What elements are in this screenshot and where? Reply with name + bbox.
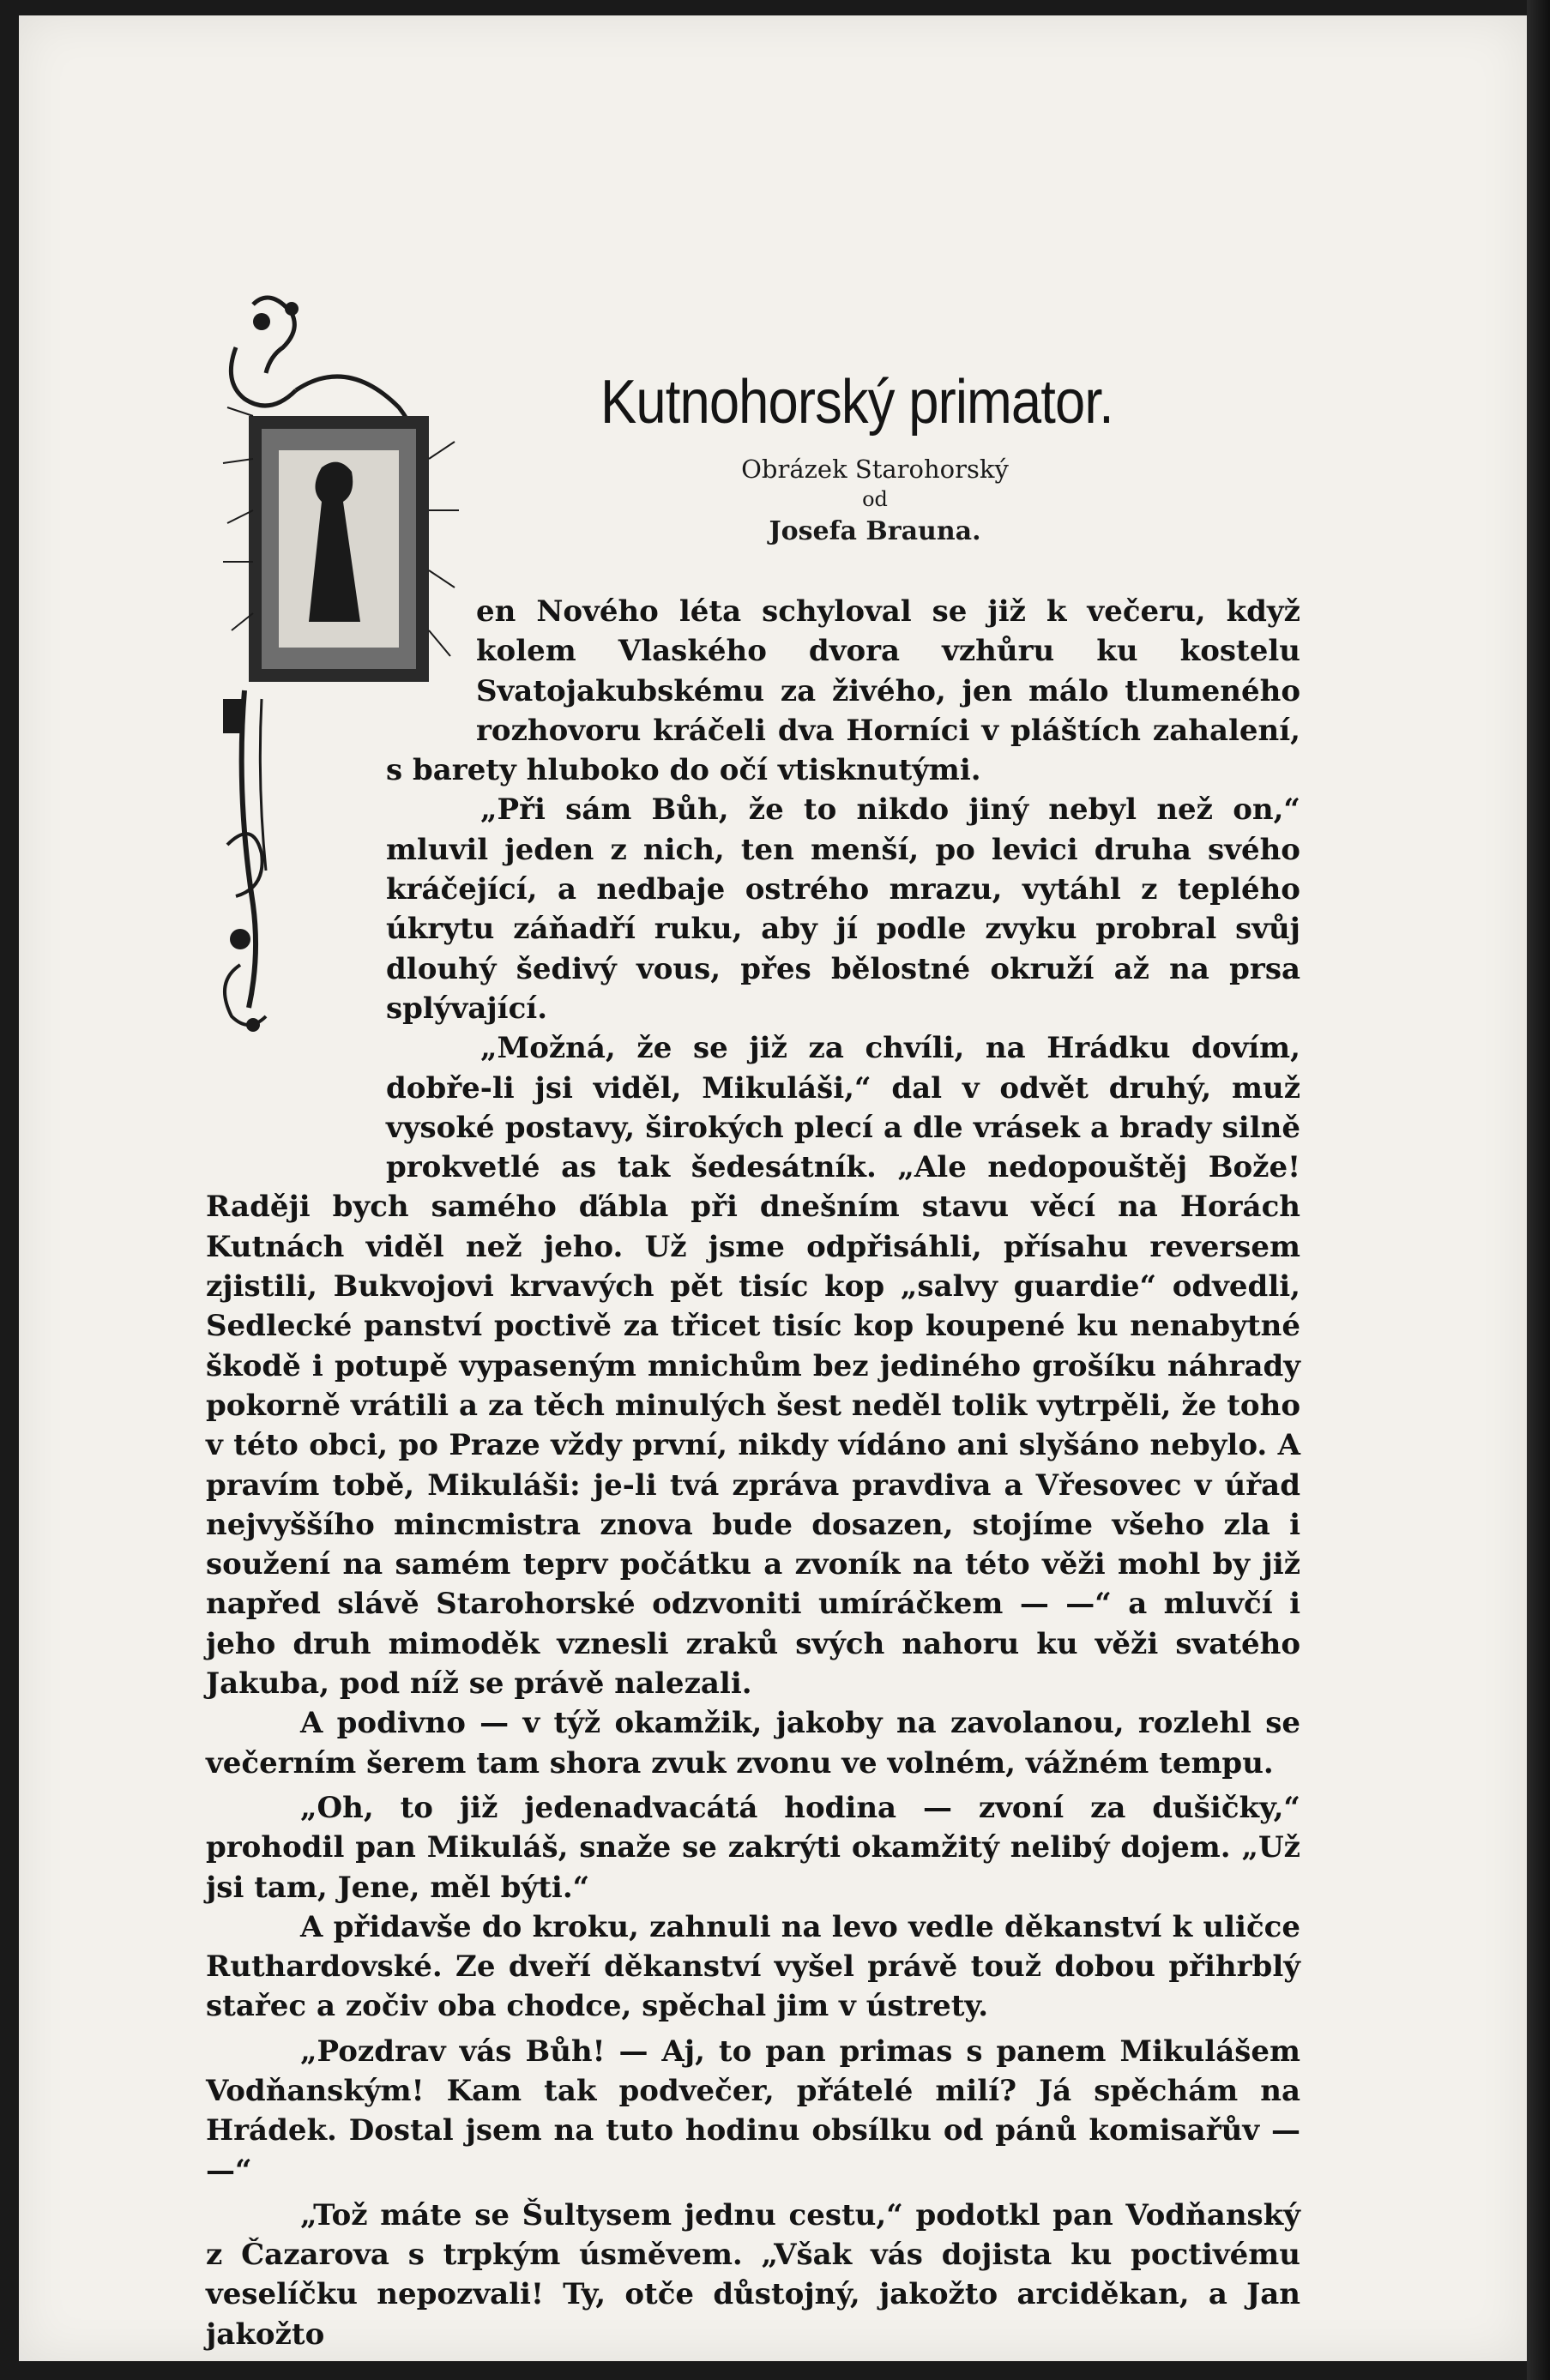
- paragraph-7: „Pozdrav vás Bůh! — Aj, to pan primas s panem Mikulášem Vodňanským! Kam tak podvečer, přátelé milí? Já spěchám na Hrádek. Dostal jsem na tuto hodinu obsílku od pánů komisařův — —“: [206, 2034, 1300, 2188]
- initial-tail-spacer: [206, 750, 386, 1179]
- page-edge: [1527, 0, 1550, 2380]
- paragraph-5: „Oh, to již jedenadvacátá hodina — zvoní za dušičky,“ prohodil pan Mikuláš, snaže se zakrýti okamžitý nelibý dojem. „Už jsi tam, Jene, měl býti.“: [206, 1790, 1300, 1905]
- paragraph-2: „Při sám Bůh, že to nikdo jiný nebyl než on,“ mluvil jeden z nich, ten menší, po levici druha svého kráčející, a nedbaje ostrého mrazu, vytáhl z teplého úkrytu záňadří ruku, aby jí podle zvyku probral svůj dlouhý šedivý vous, přes bělostné okruží až na prsa splývající.: [386, 792, 1300, 1026]
- article-body: [206, 592, 1300, 2354]
- initial-spacer: [206, 592, 476, 750]
- article-title: Kutnohorský primator.: [600, 368, 1113, 437]
- byline-prefix: od: [862, 487, 888, 511]
- paragraph-1: en Nového léta schyloval se již k večeru, když kolem Vlaského dvora vzhůru ku kostelu Svatojakubskému za živého, jen málo tlumeného rozhovoru kráčeli dva Horníci v pláštích zahalení, s barety hluboko do očí vtisknutými.: [386, 594, 1300, 788]
- article-subtitle: Obrázek Starohorský: [741, 455, 1009, 484]
- paragraph-6: A přidavše do kroku, zahnuli na levo vedle děkanství k uličce Ruthardovské. Ze dveří děkanství vyšel právě touž dobou přihrblý stařec a zočiv oba chodce, spěchal jim v ústrety.: [206, 1909, 1300, 2024]
- paragraph-4: A podivno — v týž okamžik, jakoby na zavolanou, rozlehl se večerním šerem tam shora zvuk zvonu ve volném, vážném tempu.: [206, 1706, 1300, 1780]
- author-name: Josefa Brauna.: [769, 516, 981, 546]
- paragraph-8: „Tož máte se Šultysem jednu cestu,“ podotkl pan Vodňanský z Čazarova s trpkým úsměvem. „Však vás dojista ku poctivému veselíčku nepozvali! Ty, otče důstojný, jakožto arciděkan, a Jan jakožto: [206, 2197, 1300, 2352]
- paragraph-3: „Možná, že se již za chvíli, na Hrádku dovím, dobře-li jsi viděl, Mikuláši,“ dal v odvět druhý, muž vysoké postavy, širokých plecí a dle vrásek a brady silně prokvetlé as tak šedesátník. „Ale nedopouštěj Bože! Raději bych samého ďábla při dnešním stavu věcí na Horách Kutnách viděl než jeho. Už jsme odpřisáhli, přísahu reversem zjistili, Bukvojovi krvavých pět tisíc kop „salvy guardie“ odvedli, Sedlecké panství poctivě za třicet tisíc kop koupené ku nenabytné škodě i potupě vypaseným mnichům bez jediného grošíku náhrady pokorně vrátili a za těch minulých šest neděl tolik vytrpěli, že toho v této obci, po Praze vždy první, nikdy vídáno ani slyšáno nebylo. A pravím tobě, Mikuláši: je-li tvá zpráva pravdiva a Vřesovec v úřad nejvyššího mincmistra znova bude dosazen, stojíme všeho zla i soužení na samém teprv počátku a zvoník na této věži mohl by již napřed slávě Starohorské odzvoniti umíráčkem — —“ a mluvčí i jeho druh mimoděk vznesli zraků svých nahoru ku věži svatého Jakuba, pod níž se právě nalezali.: [206, 1031, 1300, 1702]
